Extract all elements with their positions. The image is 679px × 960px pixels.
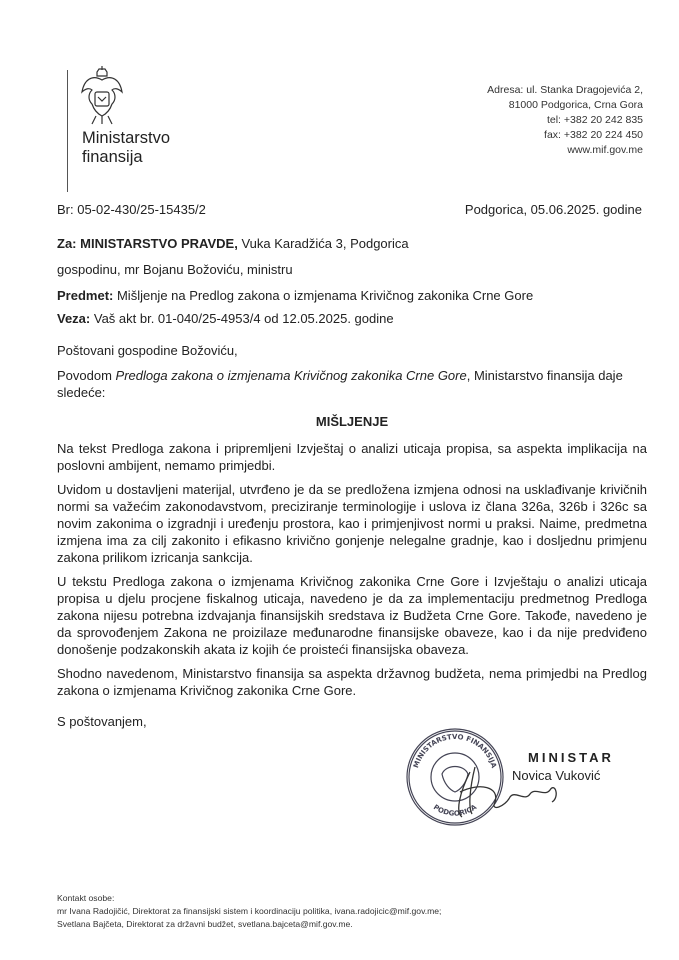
contact-person-1: mr Ivana Radojičić, Direktorat za finansijski sistem i koordinaciju politika, ivana.radojicic@mif.gov.me; [57,906,442,916]
ministry-name [82,129,170,167]
org-line2: finansija [82,148,143,166]
address-fax: fax: +382 20 224 450 [544,129,643,141]
contact-label: Kontakt osobe: [57,893,115,903]
paragraph-4: Shodno navedenom, Ministarstvo finansija sa aspekta državnog budžeta, nema primjedbi na Predlog zakona o izmjenama Krivičnog zakonika Crne Gore. [57,666,647,698]
contact-block [57,892,441,931]
za-label: Za: [57,236,77,251]
paragraph-1: Na tekst Predloga zakona i pripremljeni Izvještaj o analizi uticaja propisa, sa aspekta implikacija na poslovni ambijent, nemamo primjedbi. [57,441,647,473]
salutation: Poštovani gospodine Božoviću, [57,343,238,358]
paragraph-3: U tekstu Predloga zakona o izmjenama Krivičnog zakonika Crne Gore i Izvještaju o analizi uticaja propisa u djelu procjene fiskalnog uticaja, navedeno je da za implementaciju predmetnog Predloga zakona nijesu potrebna izdvajanja finansijskih sredstava iz Budžeta Crne Gore. Takođe, navedeno je da sprovođenjem Zakona ne proizilaze međunarodne finansijske obaveze, kao i da nije predviđeno donošenje podzakonskih akata iz kojih će proisteći finansijska obaveza. [57,574,647,657]
address-tel: tel: +382 20 242 835 [546,114,643,126]
attention-line: gospodinu, mr Bojanu Božoviću, ministru [57,262,293,277]
signatory-title: MINISTAR [528,750,614,765]
recipient-address: Vuka Karadžića 3, Podgorica [237,236,409,251]
intro-paragraph [57,367,647,401]
address-street: Adresa: ul. Stanka Dragojevića 2, [487,84,643,96]
svg-text:PODGORICA: PODGORICA [431,803,479,818]
veza-label: Veza: [57,311,91,326]
address-web[interactable]: www.mif.gov.me [567,144,643,156]
address-city: 81000 Podgorica, Crna Gora [508,99,643,111]
place-date: Podgorica, 05.06.2025. godine [464,202,642,217]
letter-body [57,342,647,832]
svg-text:MINISTARSTVO FINANSIJA: MINISTARSTVO FINANSIJA [412,732,498,770]
reference-link-line [57,310,394,327]
recipient-name: MINISTARSTVO PRAVDE, [80,236,238,251]
signature-block [57,722,647,832]
subject-text: Mišljenje na Predlog zakona o izmjenama Krivičnog zakonika Crne Gore [113,288,534,303]
address-block [487,83,643,158]
reference-number: Br: 05-02-430/25-15435/2 [57,202,206,217]
coat-of-arms-icon [80,66,124,126]
intro-pre: Povodom [57,368,116,383]
signatory-name: Novica Vuković [512,768,601,783]
subject-label: Predmet: [57,288,114,303]
recipient-line [57,235,409,252]
veza-text: Vaš akt br. 01-040/25-4953/4 od 12.05.2025. godine [90,311,394,326]
intro-post: , Ministarstvo finansija daje sledeće: [57,368,623,400]
paragraph-2: Uvidom u dostavljeni materijal, utvrđeno je da se predložena izmjena odnosi na usklađivanje krivičnih normi sa važećim zakonodavstvom, preciziranje terminologije i uslova iz člana 326a, 326b i 326c sa novim zakonima o izgradnji i uređenju prostora, kao i primjenjivost normi u praksi. Naime, predmetna izmjena ima za cilj zakonito i efikasno krivično gonjenje nelegalne gradnje, kao i dosljednu primjenu zakona prilikom izricanja sankcija. [57,482,647,565]
closing: S poštovanjem, [57,714,147,729]
header-divider [67,70,68,192]
intro-italic: Predloga zakona o izmjenama Krivičnog zakonika Crne Gore [115,368,467,383]
opinion-title: MIŠLJENJE [315,414,389,429]
contact-person-2: Svetlana Bajčeta, Direktorat za državni budžet, svetlana.bajceta@mif.gov.me. [57,919,353,929]
subject-line [57,287,533,304]
org-line1: Ministarstvo [82,129,171,147]
